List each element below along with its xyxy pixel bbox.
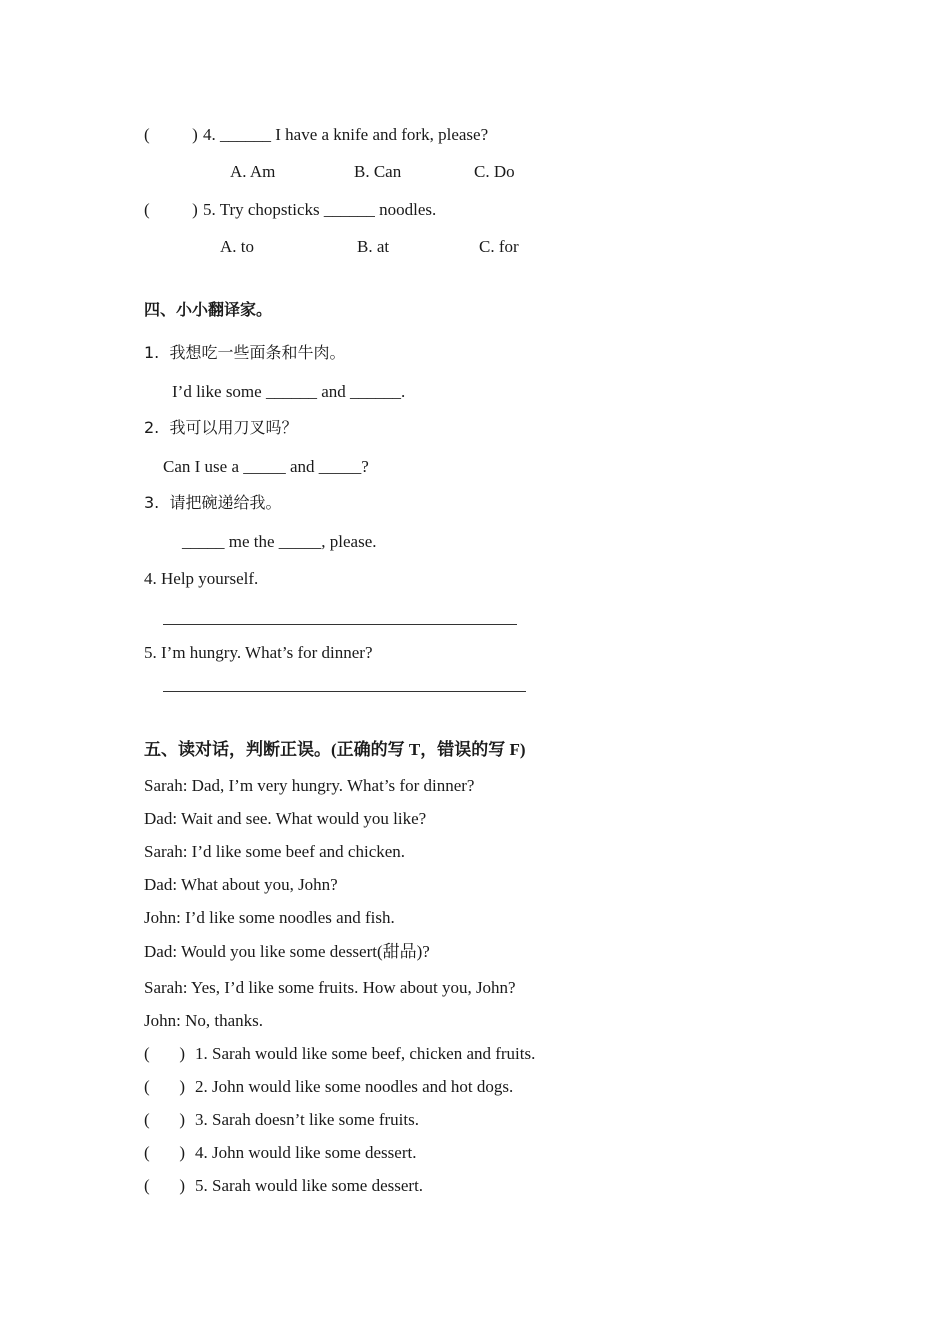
translate-5-answer-line[interactable] [163, 691, 526, 692]
translate-2-prompt: 2. 我可以用刀叉吗？ [144, 418, 298, 437]
dialogue-line-8: John: No, thanks. [144, 1011, 263, 1030]
translate-3-prompt: 3. 请把碗递给我。 [144, 493, 282, 512]
judgment-2-paren[interactable]: ( ) [144, 1077, 186, 1096]
q4-answer-paren[interactable]: ( ) [144, 125, 198, 144]
translate-2-answer[interactable]: Can I use a _____ and _____? [163, 457, 369, 476]
q5-option-c: C. for [479, 237, 519, 256]
translate-4-prompt: 4. Help yourself. [144, 569, 259, 588]
dialogue-line-1: Sarah: Dad, I’m very hungry. What’s for dinner? [144, 776, 475, 795]
translate-1-answer[interactable]: I’d like some ______ and ______. [172, 382, 406, 401]
judgment-2-statement: 2. John would like some noodles and hot dogs. [195, 1077, 514, 1096]
translate-1-prompt: 1. 我想吃一些面条和牛肉。 [144, 343, 346, 362]
judgment-1-statement: 1. Sarah would like some beef, chicken and fruits. [195, 1044, 536, 1063]
q5-option-a: A. to [220, 237, 254, 256]
q5-question: 5. Try chopsticks ______ noodles. [203, 200, 437, 219]
judgment-1-paren[interactable]: ( ) [144, 1044, 186, 1063]
q4-question: 4. ______ I have a knife and fork, please? [203, 125, 489, 144]
translate-3-answer[interactable]: _____ me the _____, please. [182, 532, 377, 551]
section5-title: 五、读对话，判断正误。(正确的写 T，错误的写 F) [144, 740, 526, 759]
judgment-4-paren[interactable]: ( ) [144, 1143, 186, 1162]
q4-option-b: B. Can [354, 162, 402, 181]
dialogue-line-3: Sarah: I’d like some beef and chicken. [144, 842, 406, 861]
judgment-5-paren[interactable]: ( ) [144, 1176, 186, 1195]
dialogue-line-5: John: I’d like some noodles and fish. [144, 908, 395, 927]
q5-option-b: B. at [357, 237, 390, 256]
section4-title: 四、小小翻译家。 [144, 300, 273, 319]
q4-option-a: A. Am [230, 162, 276, 181]
dialogue-line-7: Sarah: Yes, I’d like some fruits. How about you, John? [144, 978, 516, 997]
dialogue-line-6: Dad: Would you like some dessert(甜品)? [144, 942, 430, 961]
dialogue-line-2: Dad: Wait and see. What would you like? [144, 809, 427, 828]
judgment-4-statement: 4. John would like some dessert. [195, 1143, 417, 1162]
q4-option-c: C. Do [474, 162, 515, 181]
translate-4-answer-line[interactable] [163, 624, 517, 625]
judgment-5-statement: 5. Sarah would like some dessert. [195, 1176, 424, 1195]
translate-5-prompt: 5. I’m hungry. What’s for dinner? [144, 643, 373, 662]
dialogue-line-4: Dad: What about you, John? [144, 875, 338, 894]
q5-answer-paren[interactable]: ( ) [144, 200, 198, 219]
judgment-3-paren[interactable]: ( ) [144, 1110, 186, 1129]
judgment-3-statement: 3. Sarah doesn’t like some fruits. [195, 1110, 419, 1129]
